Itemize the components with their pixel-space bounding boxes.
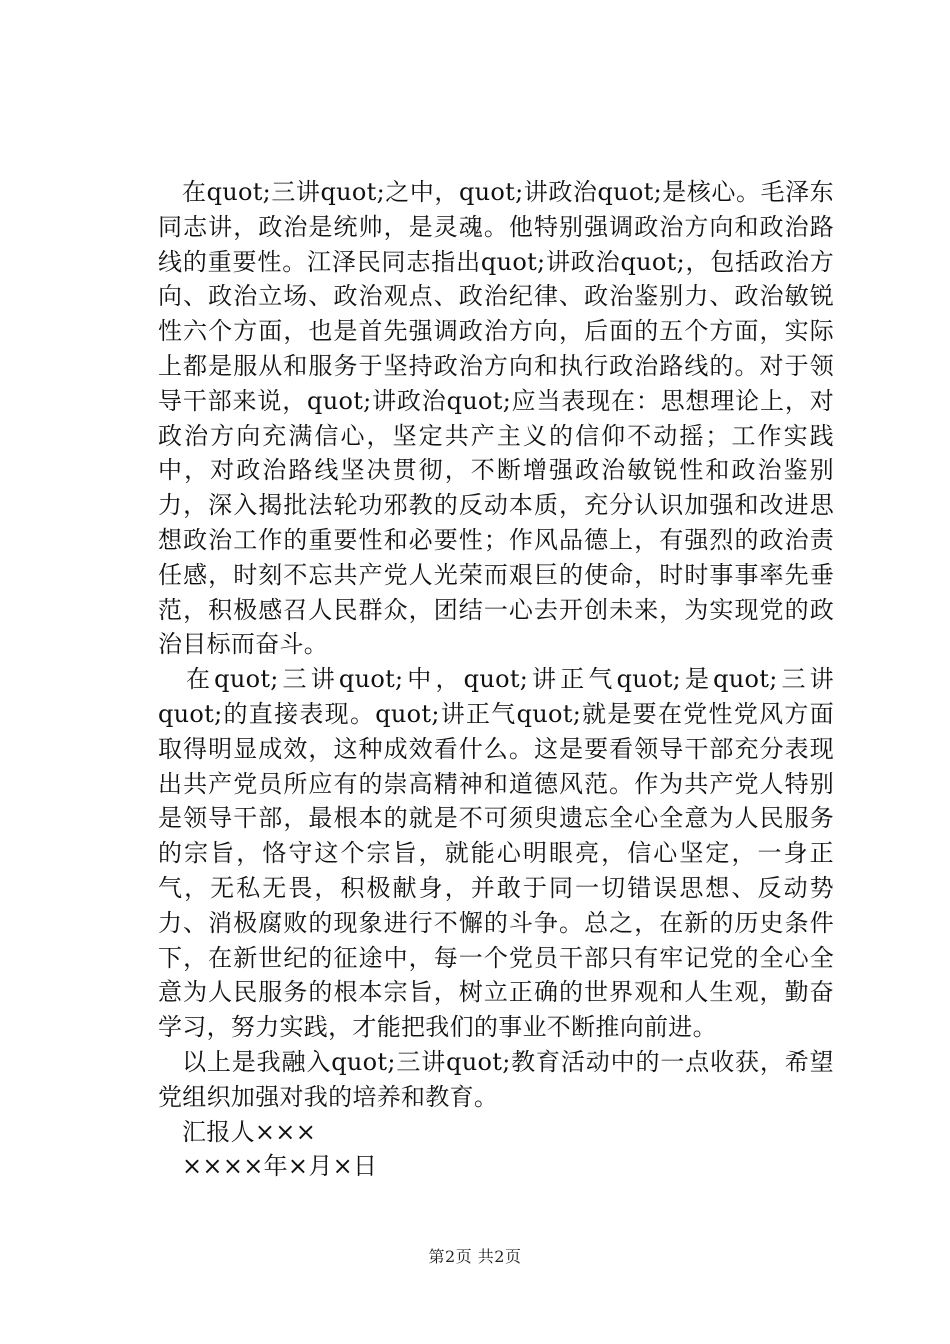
paragraph-conclusion: 以上是我融入quot;三讲quot;教育活动中的一点收获，希望党组织加强对我的培养和教育。 (158, 1047, 834, 1111)
signature-line: 汇报人××× (182, 1117, 317, 1146)
paragraph-jiang-zhengqi: 在quot;三讲quot;中，quot;讲正气quot;是quot;三讲quot;的直接表现。quot;讲正气quot;就是要在党性党风方面取得明显成效，这种成效看什么。这是要看领导干部充分表现出共产党员所应有的崇高精神和道德风范。作为共产党人特别是领导干部，最根本的就是不可须臾遗忘全心全意为人民服务的宗旨，恪守这个宗旨，就能心明眼亮，信心坚定，一身正气，无私无畏，积极献身，并敢于同一切错误思想、反动势力、消极腐败的现象进行不懈的斗争。总之，在新的历史条件下，在新世纪的征途中，每一个党员干部只有牢记党的全心全意为人民服务的根本宗旨，树立正确的世界观和人生观，勤奋学习，努力实践，才能把我们的事业不断推向前进。 (158, 665, 834, 1042)
date-line: ××××年×月×日 (182, 1152, 378, 1181)
page-number-footer: 第2页 共2页 (428, 1247, 522, 1266)
paragraph-jiang-zhengzhi: 在quot;三讲quot;之中，quot;讲政治quot;是核心。毛泽东同志讲，政治是统帅，是灵魂。他特别强调政治方向和政治路线的重要性。江泽民同志指出quot;讲政治quot;，包括政治方向、政治立场、政治观点、政治纪律、政治鉴别力、政治敏锐性六个方面，也是首先强调政治方向，后面的五个方面，实际上都是服从和服务于坚持政治方向和执行政治路线的。对于领导干部来说，quot;讲政治quot;应当表现在：思想理论上，对政治方向充满信心，坚定共产主义的信仰不动摇；工作实践中，对政治路线坚决贯彻，不断增强政治敏锐性和政治鉴别力，深入揭批法轮功邪教的反动本质，充分认识加强和改进思想政治工作的重要性和必要性；作风品德上，有强烈的政治责任感，时刻不忘共产党人光荣而艰巨的使命，时时事事率先垂范，积极感召人民群众，团结一心去开创未来，为实现党的政治目标而奋斗。 (158, 178, 834, 659)
document-body (158, 175, 834, 1184)
